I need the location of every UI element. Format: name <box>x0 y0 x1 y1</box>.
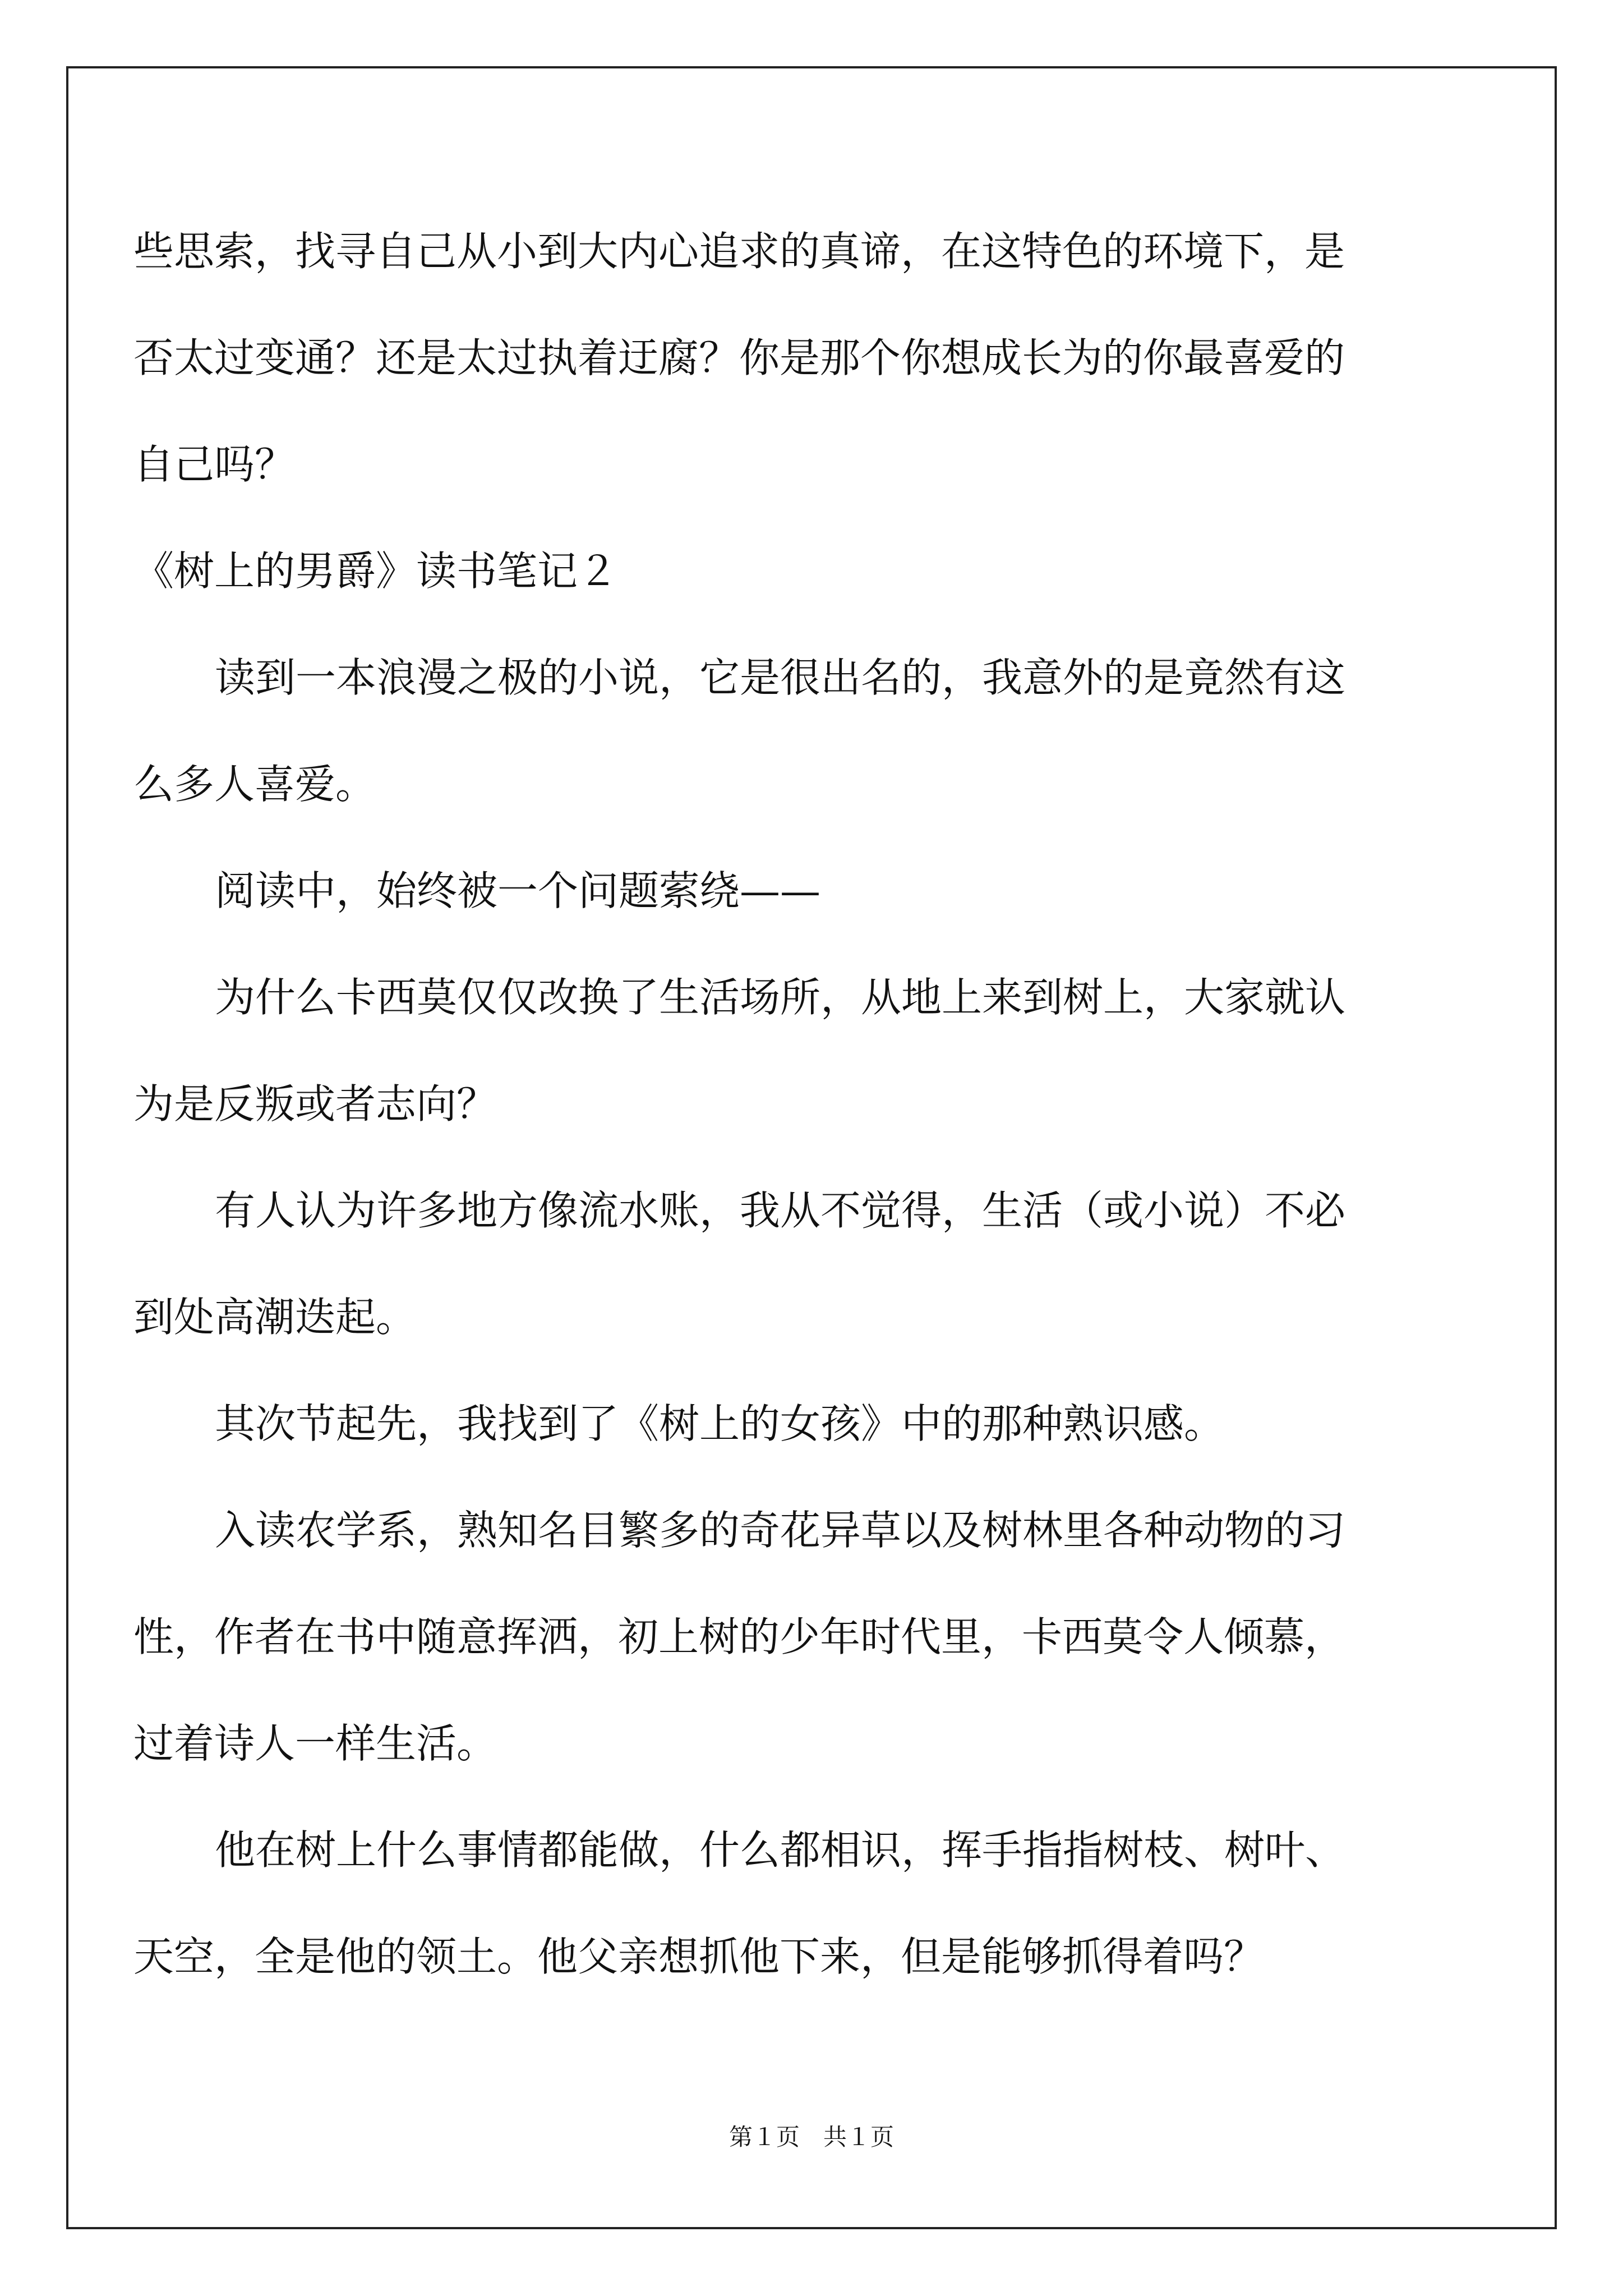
page-footer <box>0 2120 1623 2154</box>
page-total: 共１页 <box>823 2123 895 2151</box>
page-number: 第１页 <box>728 2123 800 2151</box>
text-line: 为什么卡西莫仅仅改换了生活场所，从地上来到树上，大家就认 <box>215 974 1346 1021</box>
text-line: 过着诗人一样生活。 <box>133 1720 497 1767</box>
text-line: 否太过变通？还是太过执着迂腐？你是那个你想成长为的你最喜爱的 <box>133 334 1345 381</box>
text-line: 自己吗？ <box>133 441 296 488</box>
text-line: 为是反叛或者志向？ <box>133 1080 497 1128</box>
text-line: 到处高潮迭起。 <box>133 1294 417 1341</box>
text-line: 入读农学系，熟知名目繁多的奇花异草以及树林里各种动物的习 <box>215 1507 1346 1554</box>
section-title: 《树上的男爵》读书笔记２ <box>133 547 619 595</box>
text-line: 其次节起先，我找到了《树上的女孩》中的那种熟识感。 <box>215 1400 1225 1447</box>
text-line: 阅读中，始终被一个问题萦绕—— <box>215 867 821 914</box>
text-line: 天空，全是他的领土。他父亲想抓他下来，但是能够抓得着吗？ <box>133 1933 1265 1980</box>
page-frame <box>66 66 1557 2229</box>
text-line: 性，作者在书中随意挥洒，初上树的少年时代里，卡西莫令人倾慕， <box>133 1613 1345 1660</box>
text-line: 么多人喜爱。 <box>133 761 376 808</box>
text-line: 读到一本浪漫之极的小说，它是很出名的，我意外的是竟然有这 <box>215 654 1346 701</box>
text-line: 有人认为许多地方像流水账，我从不觉得，生活（或小说）不必 <box>215 1187 1346 1234</box>
text-line: 些思索，找寻自己从小到大内心追求的真谛，在这特色的环境下，是 <box>133 228 1345 275</box>
text-line: 他在树上什么事情都能做，什么都相识，挥手指指树枝、树叶、 <box>215 1826 1346 1874</box>
